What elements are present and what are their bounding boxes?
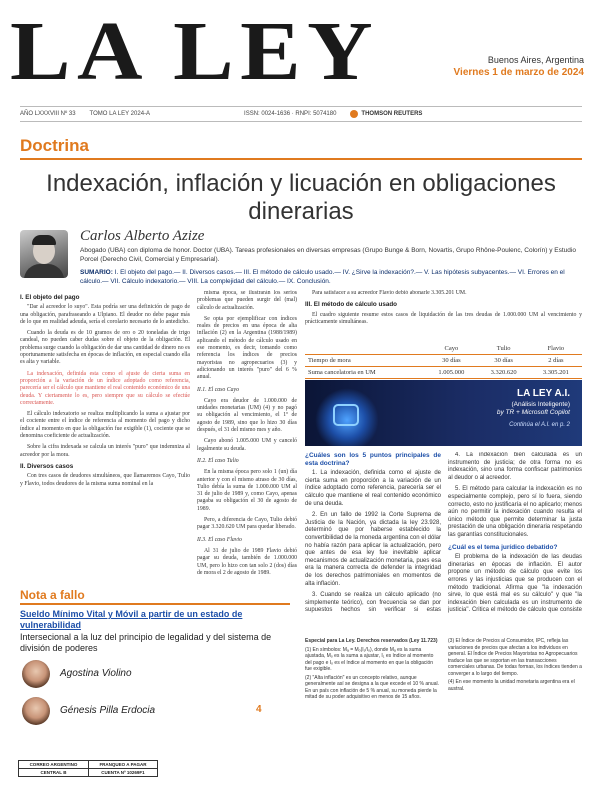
footnotes-right: (3) El Índice de Precios al Consumidor, IPC, refleja las variaciones de precios que afectan a los individuos en general. El Índice de Precios Mayoristas no Agropecuarios traduce las que se soportan en las transacciones comerciales urbanas. De todas formas, los índices tienden a converger a lo largo del tiempo. (4) En ese momento la unidad monetaria argentina era el austral. [448, 638, 582, 692]
column-3 [305, 290, 582, 350]
avatar [22, 660, 50, 688]
masthead-logo: LA LEY [10, 5, 380, 98]
paragraph: Al 31 de julio de 1989 Flavio debió pagar su deuda, también de 1.000.000 UM, pero lo hizo con tan solo 2 (dos) días de mora el 2 de agosto de 1989. [197, 547, 297, 575]
nota-subtitle: Intersecional a la luz del principio de legalidad y del sistema de división de poderes [20, 632, 272, 653]
avatar [22, 697, 50, 725]
paragraph: En la misma época pero solo 1 (un) día anterior y con el mismo atraso de 30 días, Tulio debía la suma de 1.000.000 UM al 31 de julio de 1989 y, como Cayo, apenas pagaba su obligación el 30 de agosto de 1989. [197, 469, 297, 512]
paragraph: Con tres casos de deudores simultáneos, que llamaremos Cayo, Tulio y Flavio, todos deudores de la misma suma nominal en la [20, 473, 190, 487]
info-bar [20, 106, 582, 122]
table-header-row: Cayo Tulio Flavio [305, 343, 582, 355]
summary [80, 268, 580, 286]
author-bio: Abogado (UBA) con diploma de honor. Doctor (UBA). Tareas profesionales en diversas empresas (Grupo Bunge & Born, Novartis, Grupo Rhône-Poulenc, Colorín) y Estudio Porcel (Derecho Civil, Comercial y Empresarial). [80, 247, 576, 263]
footnotes-left: Especial para La Ley. Derechos reservados (Ley 11.723) (1) En símbolos: Mₐ = Mₒ(I₁/Iₒ), donde Mₐ es la suma ajustada, Mₒ es la suma a ajustar, I₁ es índice al momento del pago e Iₒ es el índice al momento en que la obligación fue exigible. (2) "Alta inflación" es un concepto relativo, aunque generalmente así se designa a la que excede el 10 % anual. En un país con inflación de 5 % anual, su moneda pierde la mitad de su poder adquisitivo en menos de 15 años. [305, 638, 439, 700]
heading-metodo: III. El método de cálculo usado [305, 301, 398, 309]
city: Buenos Aires, Argentina [487, 55, 584, 65]
issue-date: Viernes 1 de marzo de 2024 [453, 67, 584, 78]
subheading-flavio: II.3. El caso Flavio [197, 536, 242, 543]
paragraph: El cálculo indexatorio se realiza multiplicando la suma a ajustar por el cociente entre el índice de referencia al momento del pago y dicho índice al momento en que la obligación fue exigible (1), cociente que se denomina coeficiente de actualización. [20, 411, 190, 440]
section-title: Doctrina [20, 136, 89, 155]
paragraph: Pero, a diferencia de Cayo, Tulio debió pagar 3.320.620 UM para quedar liberado. [197, 517, 297, 531]
thomson-reuters-icon [350, 110, 358, 118]
heading-casos: II. Diversos casos [20, 462, 74, 470]
paragraph: El cuadro siguiente resume estos casos de liquidación de las tres deudas de 1.000.000 UM al vencimiento y prácticamente simultáneas. [305, 311, 582, 325]
subheading-tulio: II.2. El caso Tulio [197, 457, 239, 464]
paragraph: misma época, se ilustrarán los serios problemas que pueden surgir del (mal) cálculo de actualización. [197, 290, 297, 311]
summary-label: SUMARIO: [80, 269, 113, 276]
tome: TOMO LA LEY 2024-A [89, 111, 151, 117]
author-name: Carlos Alberto Azize [80, 228, 205, 244]
nota-page-number: 4 [256, 704, 262, 715]
ai-continue: Continúa el A.I. en p. 2 [509, 422, 570, 428]
ai-chip-icon [333, 404, 359, 426]
publisher-logo: THOMSON REUTERS [350, 110, 422, 118]
ai-question: ¿Cuáles son los 5 puntos principales de esta doctrina? [305, 452, 441, 467]
paragraph: Cuando la deuda es de 10 gramos de oro o 20 toneladas de trigo candeal, no pueden caber dudas sobre el objeto de la obligación. El problema surge cuando la obligación de dar una cantidad de dinero no es oportunamente satisfecha en épocas de inflación, en especial cuando ella es alta y variable. [20, 330, 190, 366]
heading-objeto: I. El objeto del pago [20, 294, 80, 301]
postal-box [18, 760, 158, 777]
paragraph: Cayo abonó 1.005.000 UM y canceló legalmente su deuda. [197, 438, 297, 452]
column-1 [20, 290, 190, 575]
column-2 [197, 290, 297, 575]
section-rule [20, 158, 582, 160]
ai-title: LA LEY A.I. [517, 388, 570, 399]
summary-text: I. El objeto del pago.— II. Diversos casos.— III. El método de cálculo usado.— IV. ¿Sirve la indexación?.— V. Las hipótesis subyacentes.— VI. Errores en el cálculo.— VII. Cálculo indexatorio.— VIII. La complejidad del cálculo.— IX. Conclusión. [80, 269, 565, 285]
subheading-cayo: II.1. El caso Cayo [197, 386, 240, 393]
liquidation-table [305, 343, 582, 379]
ai-column-2: 4. La indexación bien calculada es un instrumento de justicia; de otra forma no es indexación, sino una forma confiscar patrimonios al deudor o al acreedor. 5. El método para calcular la indexación es no especialmente complejo, pero sí lo fuera, siendo correcto, esto no justificaría el no aplicarlo; menos aún no permitir la indexación cuando resulta el único método que permite determinar la justa prestación de una obligación dineraria respetando las garantías constitucionales. ¿Cuál es el tema jurídico debatido? El problema de la indexación de las deudas dinerarias en épocas de inflación. El autor propone un método de cálculo que evite los errores y las injusticias que se producen con el método tradicional. Afirma que "la indexación sirve, lo que está mal es su cálculo" y que "la indexación bien calculada es un instrumento de justicia". Critica el método de cálculo que consiste [448, 452, 582, 614]
paragraph: Se opta por ejemplificar con índices reales de precios en una época de alta inflación (2) en la Argentina (1988/1989) aplicando el método de cálculo usado en ese momento, es decir, tomando como referencia los índices de precios mayoristas no agropecuarios (3) y adicionando un interés "puro" del 6 % anual. [197, 315, 297, 381]
table-row: Tiempo de mora 30 días 30 días 2 días [305, 355, 582, 367]
issn: ISSN: 0024-1636 · RNPI: 5074180 [244, 111, 337, 117]
nota-author-2: Génesis Pilla Erdocia [60, 705, 156, 716]
postal-label: CUENTA Nº 10269F1 [88, 769, 157, 777]
paragraph: Sobre la cifra indexada se calcula un interés "puro" que indemniza al acreedor por la mora. [20, 444, 190, 458]
highlight-paragraph: La indexación, definida esta como el ajuste de cierta suma en proporción a la variación de un índice adoptado como referencia, parecería ser el cálculo que mantiene el real contenido económico de una deuda. Y ciertamente lo es, pero siempre que su cálculo se efectúe correctamente. [20, 370, 190, 406]
postal-label: FRANQUEO A PAGAR [88, 761, 157, 769]
paragraph: Para satisfacer a su acreedor Flavio debió abonarle 3.305.201 UM. [312, 290, 467, 296]
ai-banner [305, 380, 582, 446]
postal-label: CENTRAL B [19, 769, 89, 777]
author-photo [20, 230, 68, 278]
nota-section-title: Nota a fallo [20, 588, 85, 602]
article-title: Indexación, inflación y licuación en obligaciones dinerarias [46, 170, 556, 225]
table-row: Suma cancelatoria en UM 1.005.000 3.320.620 3.305.201 [305, 367, 582, 379]
postal-label: CORREO ARGENTINO [19, 761, 89, 769]
paragraph: Cayo era deudor de 1.000.000 de unidades monetarias (UM) (4) y no pagó su obligación al vencimiento, el 1º de agosto de 1989, sino que lo hizo 30 días después, el 31 del mismo mes y año. [197, 397, 297, 434]
ai-question: ¿Cuál es el tema jurídico debatido? [448, 543, 558, 551]
year-number: AÑO LXXXVIII Nº 33 [20, 111, 76, 117]
nota-rule [20, 603, 290, 605]
ai-subtitle: (Análisis Inteligente) by TR + Microsoft Copilot [496, 401, 570, 416]
paragraph: "Dar al acreedor lo suyo". Esta podría ser una definición de pago de una obligación, parafraseando a Ulpiano. El deudor no debe pagar más de lo que en realidad adeuda, sería el corolario necesario de lo antedicho. [20, 304, 190, 325]
nota-author-1: Agostina Violino [60, 668, 132, 679]
nota-title-link[interactable]: Sueldo Mínimo Vital y Móvil a partir de un estado de vulnerabilidad [20, 609, 243, 630]
ai-column-1: ¿Cuáles son los 5 puntos principales de esta doctrina? 1. La indexación, definida como el ajuste de cierta suma en proporción a la variación de un índice adoptado como referencia, parecería ser el cálculo que mantiene el real contenido económico de una deuda. 2. En un fallo de 1992 la Corte Suprema de Justicia de la Nación, ya dictada la ley 23.928, determinó que por haberse establecido la convertibilidad de la moneda argentina con el dólar no había razón para aplicar la actualización, pero que antes de esa ley fue inevitable aplicar mecanismos de actualización monetaria, pues esa era la manera correcta de defender la integridad de los derechos patrimoniales en momentos de alta inflación. 3. Cuando se realiza un cálculo aplicado (no simplemente teórico), con frecuencia se dan por supuestos hechos sin verificar si estas [305, 452, 441, 614]
